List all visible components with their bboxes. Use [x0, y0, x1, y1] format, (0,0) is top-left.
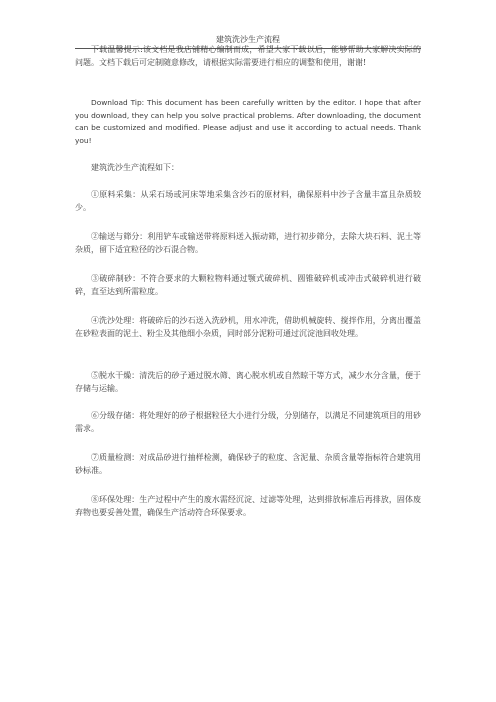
download-notice-english [75, 97, 421, 147]
process-step [75, 410, 421, 435]
step-text: ⑧环保处理：生产过程中产生的废水需经沉淀、过滤等处理，达到排放标准后再排放，固体废弃物也要妥善处置，确保生产活动符合环保要求。 [75, 495, 421, 517]
process-step [75, 231, 421, 256]
process-step [75, 315, 421, 340]
process-step [75, 452, 421, 477]
process-step [75, 494, 421, 519]
step-text: ⑤脱水干燥：清洗后的砂子通过脱水筛、离心脱水机或自然晾干等方式，减少水分含量，便于存储与运输。 [75, 371, 421, 393]
process-step [75, 370, 421, 395]
notice-cn-text: 下载温馨提示:该文档是我店铺精心编制而成，希望大家下载以后，能够帮助大家解决实际的问题。文档下载后可定制随意修改，请根据实际需要进行相应的调整和使用，谢谢! [75, 45, 421, 67]
step-text: ⑦质量检测：对成品砂进行抽样检测，确保砂子的粒度、含泥量、杂质含量等指标符合建筑用砂标准。 [75, 453, 421, 475]
process-step [75, 189, 421, 214]
process-intro [75, 162, 421, 175]
step-text: ⑥分级存储：将处理好的砂子根据粒径大小进行分级，分别储存，以满足不同建筑项目的用砂需求。 [75, 411, 421, 433]
step-text: ④洗沙处理：将破碎后的沙石送入洗砂机，用水冲洗，借助机械旋转、搅拌作用，分离出覆盖在砂粒表面的泥土、粉尘及其他细小杂质，同时部分泥粉可通过沉淀池回收处理。 [75, 316, 421, 338]
document-title: 建筑洗沙生产流程 [216, 35, 280, 44]
process-step [75, 273, 421, 298]
step-text: ②输送与筛分：利用铲车或输送带将原料送入振动筛，进行初步筛分，去除大块石料、泥土等杂质，留下适宜粒径的沙石混合物。 [75, 232, 421, 254]
download-notice-chinese [75, 44, 421, 69]
notice-en-text: Download Tip: This document has been carefully written by the editor. I hope that after you download, they can help you solve practical problems. After downloading, the document can be customized and modified. Please adjust and use it according to actual needs. Thank you! [75, 98, 421, 145]
intro-text: 建筑洗沙生产流程如下： [91, 163, 179, 172]
step-text: ①原料采集：从采石场或河床等地采集含沙石的原材料，确保原料中沙子含量丰富且杂质较少。 [75, 190, 421, 212]
step-text: ③破碎制砂：不符合要求的大颗粒物料通过颚式破碎机、圆锥破碎机或冲击式破碎机进行破碎，直至达到所需粒度。 [75, 274, 421, 296]
